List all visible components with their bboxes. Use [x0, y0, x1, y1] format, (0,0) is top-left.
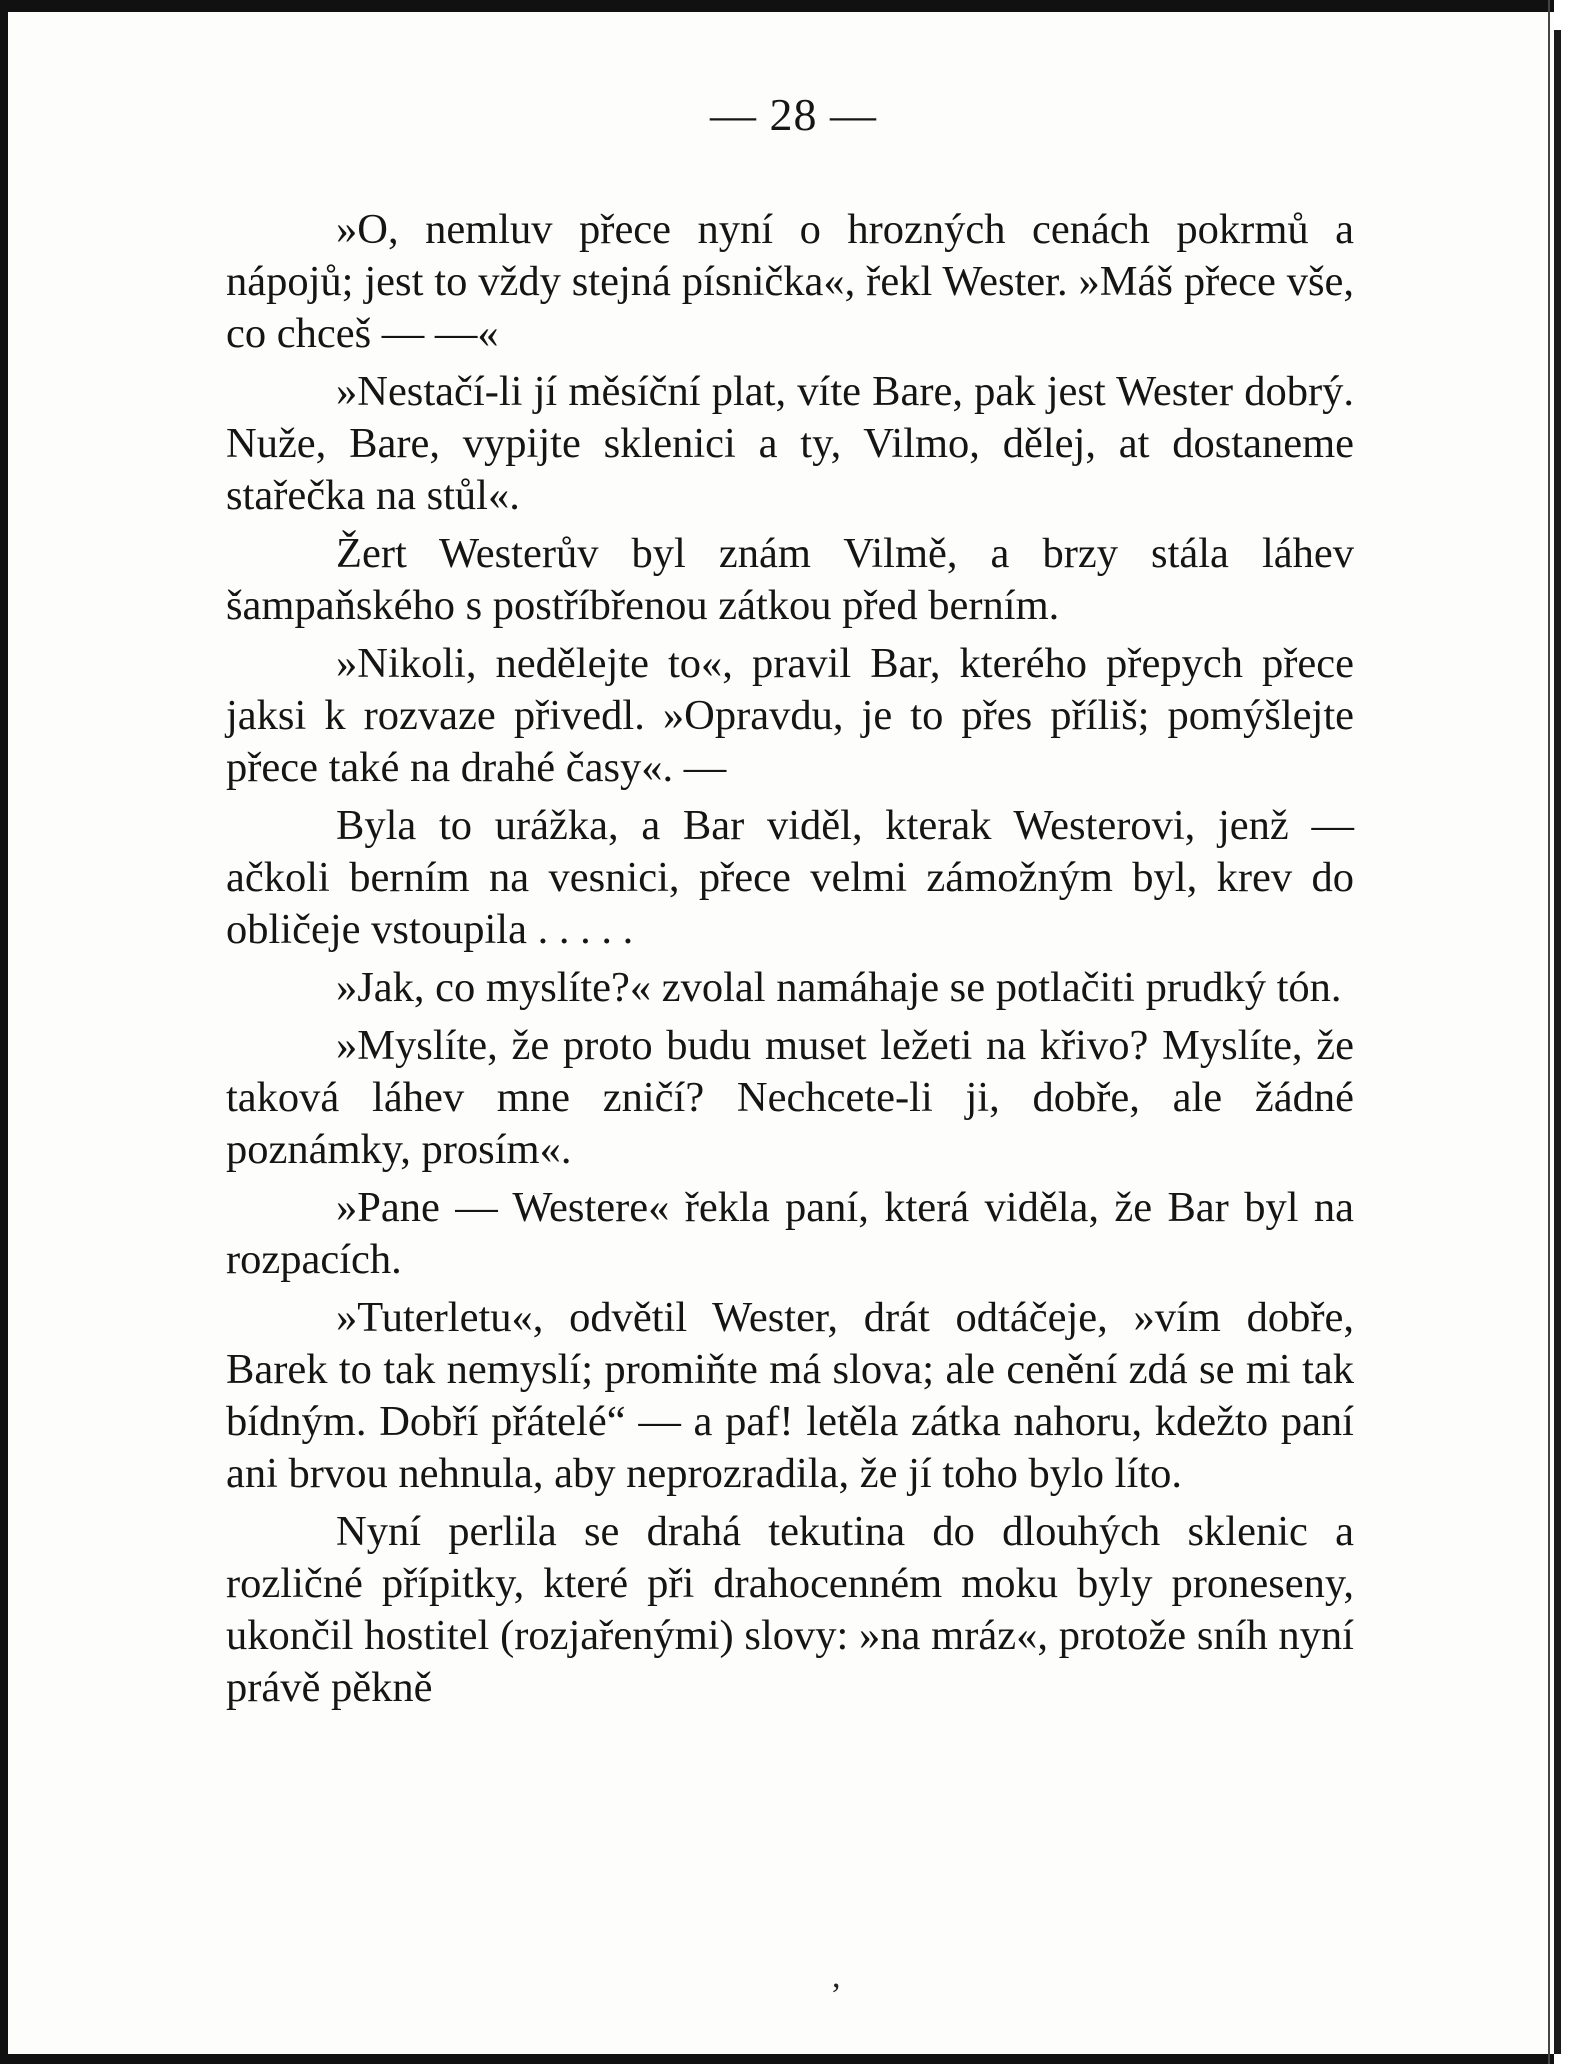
paragraph: »Myslíte, že proto budu muset ležeti na křivo? Myslíte, že taková láhev mne zničí? Nechcete-li ji, dobře, ale žádné poznámky, prosím«. — [226, 1022, 1354, 1173]
scan-border-bottom — [0, 2054, 1587, 2064]
book-spine — [1554, 30, 1561, 2054]
paragraph: Nyní perlila se drahá tekutina do dlouhých sklenic a rozličné přípitky, které při drahocenném moku byly proneseny, ukončil hostitel (rozjařenými) slovy: »na mráz«, protože sníh nyní právě pěkně — [226, 1508, 1354, 1711]
paragraph: »Nikoli, nedělejte to«, pravil Bar, kterého přepych přece jaksi k rozvaze přivedl. »Opravdu, je to přes příliš; pomýšlejte přece také na drahé časy«. — — [226, 640, 1354, 791]
paragraph: »Pane — Westere« řekla paní, která viděla, že Bar byl na rozpacích. — [226, 1184, 1354, 1283]
paragraph: Žert Westerův byl znám Vilmě, a brzy stála láhev šampaňského s postříbřenou zátkou před berním. — [226, 530, 1354, 629]
footer-mark: , — [832, 1958, 841, 1995]
paragraph: »Tuterletu«, odvětil Wester, drát odtáčeje, »vím dobře, Barek to tak nemyslí; promiňte má slova; ale cenění zdá se mi tak bídným. Dobří přátelé“ — a paf! letěla zátka nahoru, kdežto paní ani brvou nehnula, aby neprozradila, že jí toho bylo líto. — [226, 1294, 1354, 1497]
paragraph: »Jak, co myslíte?« zvolal namáhaje se potlačiti prudký tón. — [336, 964, 1342, 1011]
scan-border-left — [0, 0, 8, 2064]
page-number: — 28 — — [710, 89, 877, 140]
paragraph: Byla to urážka, a Bar viděl, kterak Westerovi, jenž — ačkoli berním na vesnici, přece velmi zámožným byl, krev do obličeje vstoupila . . . . . — [226, 802, 1354, 953]
body-text — [226, 204, 1354, 1720]
paragraph: »Nestačí-li jí měsíční plat, víte Bare, pak jest Wester dobrý. Nuže, Bare, vypijte sklenici a ty, Vilmo, dělej, at dostaneme stařečka na stůl«. — [226, 368, 1354, 519]
scan-border-top — [0, 0, 1587, 12]
book-spine-edge — [1548, 0, 1550, 2064]
paragraph: »O, nemluv přece nyní o hrozných cenách pokrmů a nápojů; jest to vždy stejná písnička«, řekl Wester. »Máš přece vše, co chceš — —« — [226, 206, 1354, 357]
